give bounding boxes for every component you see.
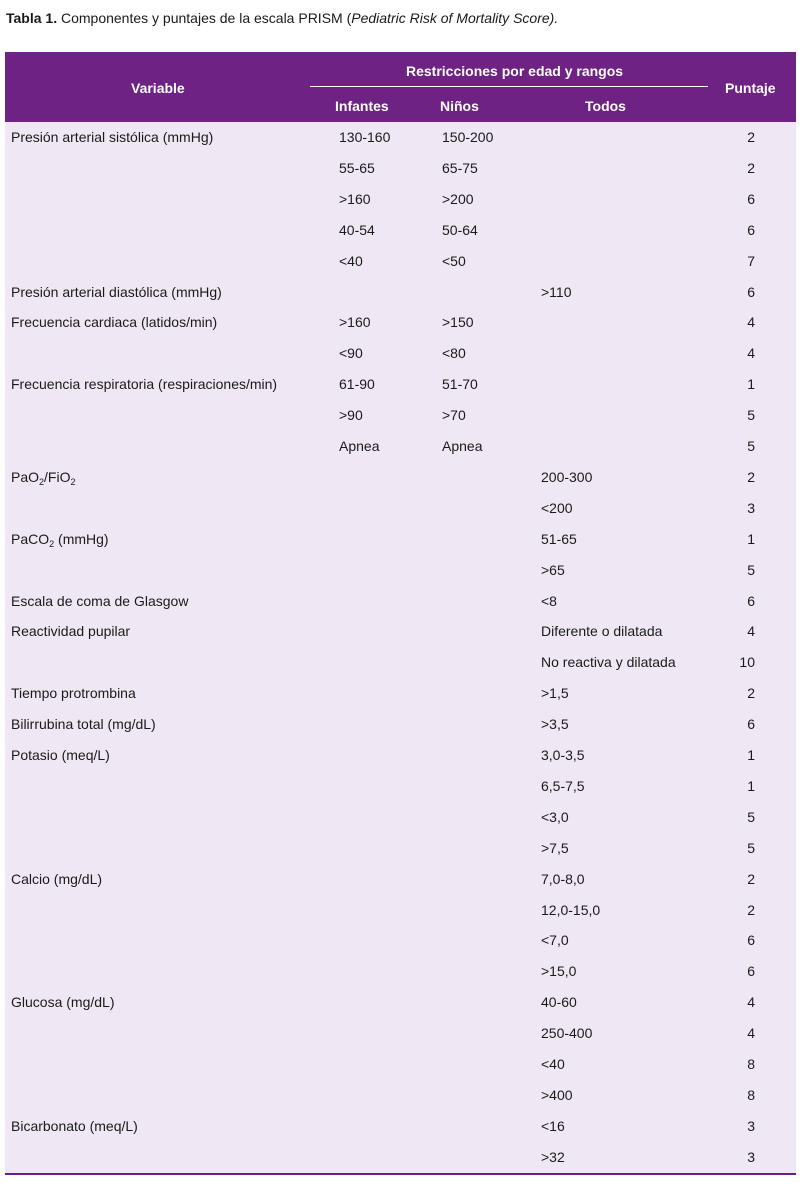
cell-puntaje: 5 (747, 808, 755, 825)
table-row (5, 184, 796, 215)
cell-puntaje: 8 (747, 1086, 755, 1103)
cell-puntaje: 2 (747, 129, 755, 145)
cell-puntaje: 4 (747, 994, 755, 1011)
cell-puntaje: 3 (747, 499, 755, 516)
cell-puntaje: 5 (747, 839, 755, 856)
cell-ninos: 65-75 (442, 159, 478, 176)
table-row (5, 586, 796, 617)
cell-puntaje: 2 (747, 468, 755, 485)
cell-todos: 250-400 (541, 1025, 593, 1042)
cell-puntaje: 3 (747, 1117, 755, 1134)
cell-todos: No reactiva y dilatada (541, 654, 676, 671)
cell-variable (11, 530, 109, 548)
table-row (5, 524, 796, 555)
cell-ninos: >200 (442, 190, 474, 207)
table-row (5, 709, 796, 740)
cell-todos: 7,0-8,0 (541, 870, 585, 887)
cell-todos: <3,0 (541, 808, 569, 825)
cell-todos: >32 (541, 1148, 565, 1165)
cell-todos: 3,0-3,5 (541, 747, 585, 763)
cell-puntaje: 6 (747, 932, 755, 949)
cell-variable: Bicarbonato (meq/L) (11, 1117, 138, 1134)
cell-puntaje: 6 (747, 963, 755, 980)
cell-ninos: Apnea (442, 438, 483, 454)
cell-infantes: 61-90 (339, 376, 375, 393)
table-row (5, 555, 796, 586)
cell-todos: 40-60 (541, 994, 577, 1011)
table-row (5, 493, 796, 524)
table-row (5, 864, 796, 895)
header-todos: Todos (585, 98, 626, 114)
header-group: Restricciones por edad y rangos (406, 63, 624, 79)
header-infantes: Infantes (335, 98, 389, 114)
cell-infantes: <40 (339, 252, 363, 269)
prism-table (5, 52, 796, 1175)
variable-label-part: 2 (70, 476, 76, 487)
cell-variable: Presión arterial diastólica (mmHg) (11, 283, 222, 300)
cell-todos: >3,5 (541, 716, 569, 733)
cell-puntaje: 1 (747, 530, 755, 547)
caption-text: Componentes y puntajes de la escala PRISM ( (57, 10, 352, 26)
cell-puntaje: 4 (747, 345, 755, 362)
cell-ninos: >70 (442, 407, 466, 424)
table-row (5, 153, 796, 184)
table-row (5, 1018, 796, 1049)
cell-puntaje: 1 (747, 376, 755, 393)
cell-puntaje: 6 (747, 592, 755, 609)
cell-todos: <16 (541, 1117, 565, 1134)
cell-puntaje: 1 (747, 747, 755, 763)
table-row (5, 833, 796, 864)
table-row (5, 616, 796, 647)
cell-variable: Reactividad pupilar (11, 623, 131, 640)
table-row (5, 307, 796, 338)
cell-todos: <8 (541, 592, 557, 609)
table-row (5, 246, 796, 277)
cell-puntaje: 2 (747, 901, 755, 918)
cell-todos: <200 (541, 499, 573, 516)
table-row (5, 802, 796, 833)
table-row (5, 1111, 796, 1142)
cell-todos: 12,0-15,0 (541, 901, 601, 918)
table-row (5, 895, 796, 926)
table-row (5, 1080, 796, 1111)
cell-puntaje: 6 (747, 221, 755, 238)
cell-todos: <40 (541, 1056, 565, 1072)
cell-infantes: Apnea (339, 438, 380, 454)
table-row (5, 122, 796, 153)
cell-puntaje: 5 (747, 561, 755, 578)
cell-puntaje: 4 (747, 623, 755, 640)
cell-variable: Bilirrubina total (mg/dL) (11, 716, 156, 733)
cell-puntaje: 4 (747, 1025, 755, 1042)
variable-label-part: 2 (49, 538, 55, 549)
cell-ninos: 51-70 (442, 376, 478, 393)
table-row (5, 987, 796, 1018)
table-row (5, 647, 796, 678)
cell-variable: Frecuencia cardiaca (latidos/min) (11, 314, 218, 331)
table-row (5, 1142, 796, 1173)
header-variable: Variable (131, 80, 185, 96)
table-caption (6, 8, 558, 28)
table-row (5, 740, 796, 771)
table-row (5, 431, 796, 462)
table-header (5, 52, 796, 122)
cell-todos: >400 (541, 1086, 573, 1103)
variable-label-part: /FiO (44, 468, 71, 485)
table-row (5, 215, 796, 246)
cell-puntaje: 2 (747, 159, 755, 176)
cell-puntaje: 6 (747, 190, 755, 207)
cell-puntaje: 6 (747, 283, 755, 300)
cell-puntaje: 3 (747, 1148, 755, 1165)
caption-italic: Pediatric Risk of Mortality Score). (351, 10, 559, 26)
cell-infantes: 130-160 (339, 129, 391, 145)
variable-label-part: PaO (11, 468, 40, 485)
cell-ninos: 50-64 (442, 221, 478, 238)
cell-ninos: >150 (442, 314, 474, 331)
cell-puntaje: 8 (747, 1056, 755, 1072)
table-row (5, 1049, 796, 1080)
cell-todos: 6,5-7,5 (541, 777, 585, 794)
table-row (5, 462, 796, 493)
cell-ninos: <50 (442, 252, 466, 269)
cell-infantes: 55-65 (339, 159, 375, 176)
cell-variable: Frecuencia respiratoria (respiraciones/min) (11, 376, 278, 393)
cell-infantes: 40-54 (339, 221, 375, 238)
header-group-rule (310, 86, 708, 87)
cell-variable: Tiempo protrombina (11, 685, 136, 702)
cell-puntaje: 4 (747, 314, 755, 331)
cell-todos: <7,0 (541, 932, 569, 949)
cell-todos: Diferente o dilatada (541, 623, 663, 640)
cell-variable: Calcio (mg/dL) (11, 870, 103, 887)
cell-variable (11, 468, 76, 486)
table-row (5, 338, 796, 369)
cell-variable: Potasio (meq/L) (11, 747, 110, 763)
cell-puntaje: 5 (747, 407, 755, 424)
cell-puntaje: 6 (747, 716, 755, 733)
cell-todos: >1,5 (541, 685, 569, 702)
header-ninos: Niños (440, 98, 479, 114)
cell-todos: >110 (541, 283, 572, 300)
cell-puntaje: 2 (747, 685, 755, 702)
cell-puntaje: 1 (747, 777, 755, 794)
table-row (5, 678, 796, 709)
cell-infantes: >160 (339, 314, 371, 331)
cell-variable: Presión arterial sistólica (mmHg) (11, 129, 214, 145)
variable-label-part: PaCO (11, 530, 50, 547)
variable-label-part: (mmHg) (54, 530, 109, 547)
cell-ninos: 150-200 (442, 129, 494, 145)
cell-ninos: <80 (442, 345, 466, 362)
cell-infantes: >160 (339, 190, 371, 207)
variable-label-part: 2 (39, 476, 45, 487)
cell-todos: >65 (541, 561, 565, 578)
cell-infantes: >90 (339, 407, 363, 424)
cell-todos: >15,0 (541, 963, 577, 980)
cell-todos: 200-300 (541, 468, 593, 485)
cell-puntaje: 2 (747, 870, 755, 887)
table-row (5, 277, 796, 308)
cell-variable: Glucosa (mg/dL) (11, 994, 115, 1011)
table-row (5, 771, 796, 802)
cell-todos: >7,5 (541, 839, 569, 856)
cell-puntaje: 10 (739, 654, 755, 671)
cell-variable: Escala de coma de Glasgow (11, 592, 189, 609)
header-puntaje: Puntaje (725, 80, 776, 96)
cell-puntaje: 5 (747, 438, 755, 454)
table-row (5, 925, 796, 956)
caption-label: Tabla 1. (6, 10, 58, 26)
table-row (5, 369, 796, 400)
table-row (5, 956, 796, 987)
table-row (5, 400, 796, 431)
cell-todos: 51-65 (541, 530, 577, 547)
cell-infantes: <90 (339, 345, 363, 362)
cell-puntaje: 7 (747, 252, 755, 269)
